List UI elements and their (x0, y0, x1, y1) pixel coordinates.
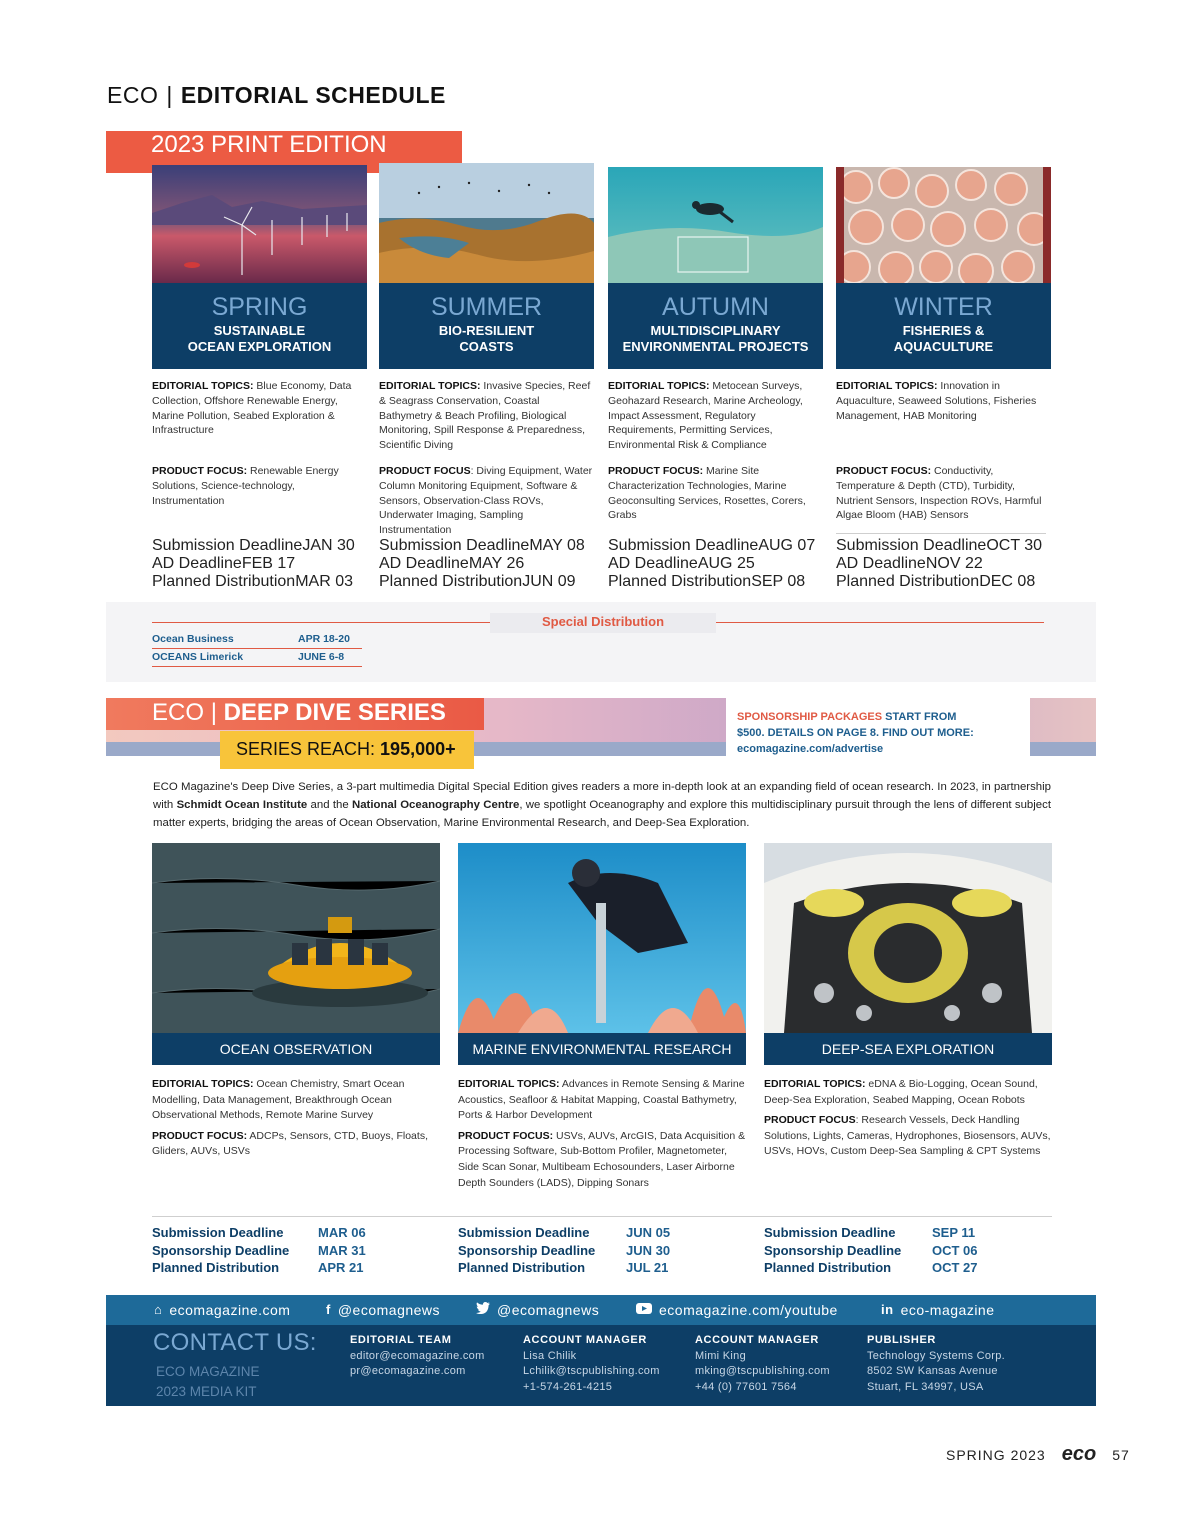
product-focus: PRODUCT FOCUS: Diving Equipment, Water Column Monitoring Equipment, Software & Sensors, Observation-Class ROVs, Underwater Imaging, Sampling Instrumentation (379, 465, 593, 537)
deadline-row: AD DeadlineNOV 22 (836, 555, 983, 572)
dd-col-title: DEEP-SEA EXPLORATION (764, 1033, 1052, 1065)
facebook-icon: f (326, 1302, 331, 1317)
media-kit-label: ECO MAGAZINE 2023 MEDIA KIT (156, 1364, 260, 1399)
submersible-photo (764, 843, 1052, 1033)
pr-email-link[interactable]: pr@ecomagazine.com (350, 1365, 466, 1378)
season-theme: SUSTAINABLE OCEAN EXPLORATION (187, 323, 332, 354)
ocean-observation-deadlines (152, 1224, 366, 1277)
deep-dive-description: ECO Magazine's Deep Dive Series, a 3-part multimedia Digital Special Edition gives readers a more in-depth look at an expanding field of ocean research. In 2023, in partnership with Schmidt Ocean Institute and the National Oceanography Centre, we spotlight Oceanography and explore this multidisciplinary pursuit through the lens of different subject matter experts, bridging the areas of Ocean Observation, Marine Environmental Research, and Deep-Sea Exploration. (153, 781, 1051, 829)
editor-email-link[interactable]: editor@ecomagazine.com (350, 1349, 485, 1362)
deadline-row: Sponsorship Deadline JUN 30 (458, 1242, 671, 1258)
eco-logo: eco (1061, 1443, 1097, 1465)
deep-dive-title: ECO | DEEP DIVE SERIES (106, 698, 484, 730)
season-theme: MULTIDISCIPLINARY ENVIRONMENTAL PROJECTS (622, 323, 809, 354)
dd-col-title: MARINE ENVIRONMENTAL RESEARCH (458, 1033, 746, 1065)
contact-editorial: EDITORIAL TEAM editor@ecomagazine.com pr@ecomagazine.com (350, 1333, 485, 1380)
deadline-row: Planned Distribution JUL 21 (458, 1260, 669, 1275)
contact-panel (106, 1325, 1096, 1406)
winter-divider (836, 533, 1046, 534)
deadline-row: Submission DeadlineAUG 07 (608, 537, 816, 554)
product-focus: PRODUCT FOCUS: Marine Site Characterization Technologies, Marine Geoconsulting Services, Rosettes, Corers, Grabs (608, 465, 806, 522)
page-title: EDITORIAL SCHEDULE (180, 82, 446, 108)
summer-tile (379, 283, 594, 369)
special-divider-right (716, 622, 1044, 623)
dd-col-deep-sea-exploration (764, 843, 1052, 1160)
page-footer (946, 1443, 1130, 1466)
winter-tile (836, 283, 1051, 369)
print-edition-banner: 2023 PRINT EDITION (106, 131, 462, 173)
twitter-icon (476, 1295, 490, 1325)
deadline-row: Planned Distribution OCT 27 (764, 1260, 978, 1275)
special-divider-left (152, 622, 490, 623)
autumn-photo (608, 167, 823, 283)
deadline-row: Sponsorship Deadline OCT 06 (764, 1242, 978, 1258)
deadline-row: Submission DeadlineMAY 08 (379, 537, 585, 554)
deadline-row: Submission DeadlineOCT 30 (836, 537, 1043, 554)
season-autumn (608, 167, 823, 529)
twitter-link[interactable]: @ecomagnews (476, 1295, 599, 1325)
special-event-row: Ocean Business APR 18-20 (152, 631, 362, 649)
spring-tile (152, 283, 367, 369)
season-winter (836, 167, 1051, 529)
home-icon: ⌂ (154, 1302, 163, 1317)
season-name: AUTUMN (662, 293, 769, 321)
season-spring (152, 165, 367, 529)
deadline-row: AD DeadlineFEB 17 (152, 555, 296, 572)
facebook-link[interactable]: f @ecomagnews (326, 1295, 440, 1325)
deadline-row: Submission Deadline MAR 06 (152, 1225, 366, 1240)
editorial-topics: EDITORIAL TOPICS: Blue Economy, Data Collection, Offshore Renewable Energy, Marine Pollution, Seabed Exploration & Infrastructure (152, 380, 352, 437)
autumn-deadlines (608, 537, 823, 591)
season-theme: FISHERIES & AQUACULTURE (893, 323, 994, 354)
deadline-row: Planned DistributionSEP 08 (608, 573, 806, 590)
brand-eco: ECO (107, 82, 159, 108)
deadline-row: Planned DistributionJUN 09 (379, 573, 576, 590)
deadline-row: Submission Deadline SEP 11 (764, 1225, 976, 1240)
page-number: 57 (1112, 1446, 1130, 1463)
spring-deadlines (152, 537, 367, 591)
season-theme: BIO-RESILIENT COASTS (438, 323, 535, 354)
special-event-row: OCEANS Limerick JUNE 6-8 (152, 649, 362, 667)
deep-sea-deadlines (764, 1224, 978, 1277)
deadline-row: Sponsorship Deadline MAR 31 (152, 1242, 366, 1258)
deadline-row: Planned DistributionMAR 03 (152, 573, 353, 590)
product-focus: PRODUCT FOCUS: USVs, AUVs, ArcGIS, Data Acquisition & Processing Software, Sub-Bottom Profiler, Magnetometer, Side Scan Sonar, Multibeam Echosounders, Laser Airborne Depth Sounders (LADS), Dipping Sonars (458, 1129, 746, 1189)
editorial-topics: EDITORIAL TOPICS: Advances in Remote Sensing & Marine Acoustics, Seafloor & Habitat Mapping, Coastal Bathymetry, Ports & Harbor Development (458, 1078, 745, 1122)
special-distribution-label: Special Distribution (490, 613, 716, 633)
season-name: WINTER (894, 293, 993, 321)
linkedin-icon: in (881, 1302, 894, 1317)
linkedin-link[interactable]: in eco-magazine (881, 1295, 995, 1325)
website-link[interactable]: ⌂ ecomagazine.com (154, 1295, 290, 1325)
editorial-topics: EDITORIAL TOPICS: Metocean Surveys, Geohazard Research, Marine Archeology, Impact Assessment, Regulatory Requirements, Permitting Services, Environmental Risk & Compliance (608, 380, 803, 452)
header-separator: | (166, 82, 173, 108)
product-focus: PRODUCT FOCUS: Research Vessels, Deck Handling Solutions, Lights, Cameras, Hydrophones, Biosensors, AUVs, USVs, HOVs, Custom Deep-Sea Sampling & CPT Systems (764, 1114, 1051, 1158)
product-focus: PRODUCT FOCUS: Renewable Energy Solutions, Science-technology, Instrumentation (152, 465, 339, 507)
contact-publisher: PUBLISHER Technology Systems Corp. 8502 SW Kansas Avenue Stuart, FL 34997, USA (867, 1334, 1006, 1393)
dd-col-ocean-observation (152, 843, 440, 1160)
deadline-row: Submission Deadline JUN 05 (458, 1225, 671, 1240)
deep-dive-divider (152, 1216, 1052, 1217)
page-header (107, 82, 446, 109)
deadline-row: Submission DeadlineJAN 30 (152, 537, 355, 554)
youtube-link[interactable]: ecomagazine.com/youtube (636, 1295, 838, 1325)
marine-research-deadlines (458, 1224, 670, 1277)
buoy-photo (152, 843, 440, 1033)
season-name: SUMMER (430, 293, 543, 321)
summer-photo (379, 163, 594, 283)
season-summer (379, 163, 594, 537)
autumn-tile (608, 283, 823, 369)
product-focus: PRODUCT FOCUS: ADCPs, Sensors, CTD, Buoys, Floats, Gliders, AUVs, USVs (152, 1129, 428, 1158)
sponsorship-callout: SPONSORSHIP PACKAGES START FROM $500. DETAILS ON PAGE 8. FIND OUT MORE: ecomagazine.com/advertise (726, 698, 1030, 758)
editorial-topics: EDITORIAL TOPICS: Innovation in Aquaculture, Seaweed Solutions, Fisheries Management, HAB Monitoring (836, 380, 1037, 422)
editorial-topics: EDITORIAL TOPICS: eDNA & Bio-Logging, Ocean Sound, Deep-Sea Exploration, Seabed Mapping, Ocean Robots (764, 1078, 1038, 1106)
lchilik-email-link[interactable]: Lchilik@tscpublishing.com (523, 1365, 660, 1378)
spring-photo (152, 165, 367, 283)
dd-col-marine-environmental-research (458, 843, 746, 1191)
contact-heading: CONTACT US: (153, 1329, 317, 1356)
series-reach-badge: SERIES REACH: 195,000+ (220, 731, 474, 769)
mking-email-link[interactable]: mking@tscpublishing.com (695, 1365, 830, 1378)
dd-col-title: OCEAN OBSERVATION (152, 1033, 440, 1065)
contact-account-manager-1: ACCOUNT MANAGER Lisa Chilik Lchilik@tscpublishing.com +1-574-261-4215 (523, 1334, 660, 1393)
season-name: SPRING (211, 293, 308, 321)
deadline-row: AD DeadlineMAY 26 (379, 555, 525, 572)
social-bar (106, 1295, 1096, 1325)
deadline-row: AD DeadlineAUG 25 (608, 555, 755, 572)
diver-photo (458, 843, 746, 1033)
winter-photo (836, 167, 1051, 283)
product-focus: PRODUCT FOCUS: Conductivity, Temperature & Depth (CTD), Turbidity, Nutrient Sensors, Inspection ROVs, Harmful Algae Bloom (HAB) Sensors (836, 465, 1042, 522)
issue-label: SPRING 2023 (946, 1446, 1046, 1463)
deadline-row: Planned DistributionDEC 08 (836, 573, 1036, 590)
deadline-row: Planned Distribution APR 21 (152, 1260, 364, 1275)
contact-account-manager-2: ACCOUNT MANAGER Mimi King mking@tscpublishing.com +44 (0) 77601 7564 (695, 1334, 830, 1393)
advertise-link[interactable]: ecomagazine.com/advertise (737, 743, 884, 755)
winter-deadlines (836, 537, 1051, 591)
editorial-topics: EDITORIAL TOPICS: Invasive Species, Reef & Seagrass Conservation, Coastal Bathymetry & Beach Profiling, Biological Monitoring, Spill Response & Preparedness, Scientific Diving (379, 380, 591, 452)
editorial-topics: EDITORIAL TOPICS: Ocean Chemistry, Smart Ocean Modelling, Data Management, Breakthrough Ocean Observational Methods, Remote Marine Survey (152, 1078, 405, 1122)
summer-deadlines (379, 537, 594, 591)
youtube-icon (636, 1295, 652, 1325)
